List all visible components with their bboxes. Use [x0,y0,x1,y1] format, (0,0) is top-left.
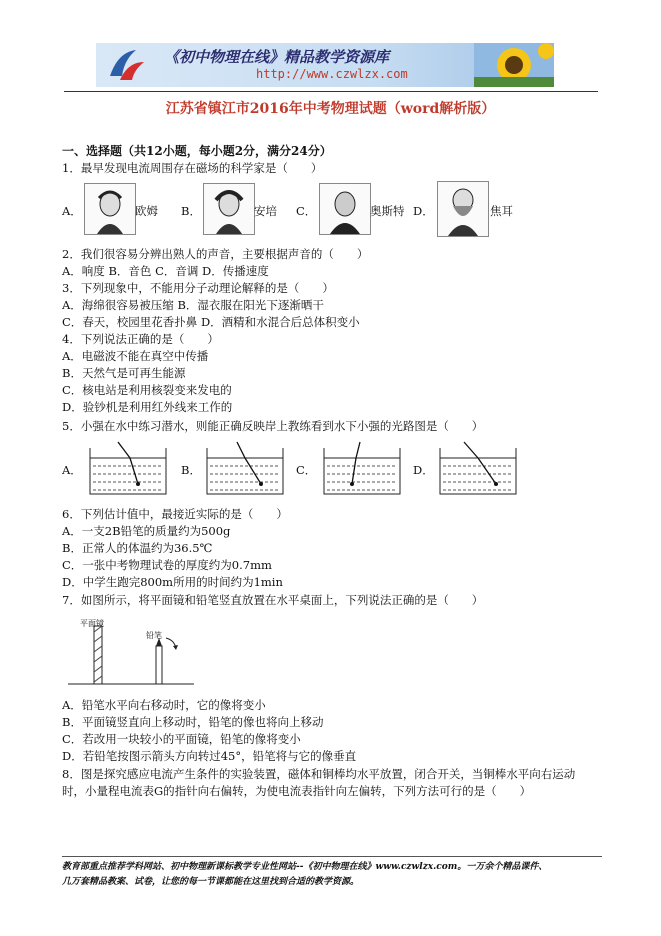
q4-option-a: A．电磁波不能在真空中传播 [62,349,209,363]
header-rule [64,91,598,92]
page-footer [62,860,622,890]
portrait-joule-image [437,181,489,237]
q6-stem: 6．下列估计值中，最接近实际的是（ ） [62,507,288,521]
q1-label-d: D． [413,204,434,218]
banner-url[interactable]: http://www.czwlzx.com [256,67,408,81]
q1-label-b: B． [181,204,201,218]
portrait-ohm-image [84,183,136,235]
portrait-ampere-image [203,183,255,235]
q7-option-a: A．铅笔水平向右移动时，它的像将变小 [62,698,266,712]
q3-options-cd: C．春天，校园里花香扑鼻 D．酒精和水混合后总体积变小 [62,315,360,329]
q8-stem-line2: 时，小量程电流表G的指针向右偏转，为使电流表指针向左偏转，下列方法可行的是（ ） [62,784,532,798]
banner-title: 《初中物理在线》精品教学资源库 [164,48,390,66]
q5-label-b: B． [181,463,201,477]
q1-name-c: 奥斯特 [370,204,405,218]
sunflower-image [474,43,554,87]
q5-diagram-a-image [88,440,168,496]
footer-rule [62,856,602,857]
section-heading: 一、选择题（共12小题，每小题2分，满分24分） [62,144,332,158]
q4-option-b: B．天然气是可再生能源 [62,366,186,380]
q2-stem: 2．我们很容易分辨出熟人的声音，主要根据声音的（ ） [62,247,369,261]
q1-stem: 1．最早发现电流周围存在磁场的科学家是（ ） [62,161,323,175]
q5-label-a: A． [62,463,82,477]
q1-name-b: 安培 [254,204,277,218]
portrait-oersted-image [319,183,371,235]
site-logo-icon [106,46,146,84]
q7-option-d: D．若铅笔按图示箭头方向转过45°，铅笔将与它的像垂直 [62,749,357,763]
page-title: 江苏省镇江市2016年中考物理试题（word解析版） [165,101,496,117]
q8-stem-line1: 8．图是探究感应电流产生条件的实验装置，磁体和铜棒均水平放置，闭合开关，当铜棒水平向右运动 [62,767,576,781]
q5-label-d: D． [413,463,434,477]
q4-option-c: C．核电站是利用核裂变来发电的 [62,383,232,397]
q4-stem: 4．下列说法正确的是（ ） [62,332,219,346]
q7-option-c: C．若改用一块较小的平面镜，铅笔的像将变小 [62,732,301,746]
q6-option-b: B．正常人的体温约为36.5℃ [62,541,213,555]
q7-pencil-label: 铅笔 [146,631,162,640]
q2-options: A．响度 B．音色 C．音调 D．传播速度 [62,264,269,278]
q6-option-d: D．中学生跑完800m所用的时间约为1min [62,575,283,589]
q5-diagram-b-image [205,440,285,496]
q4-option-d: D．验钞机是利用红外线来工作的 [62,400,233,414]
q7-mirror-label: 平面镜 [80,619,104,628]
q7-option-b: B．平面镜竖直向上移动时，铅笔的像也将向上移动 [62,715,324,729]
q5-stem: 5．小强在水中练习潜水，则能正确反映岸上教练看到水下小强的光路图是（ ） [62,419,484,433]
q1-name-d: 焦耳 [490,204,513,218]
q5-label-c: C． [296,463,317,477]
header-banner [96,43,554,87]
footer-line-1: 教育部重点推荐学科网站、初中物理新课标教学专业性网站--《初中物理在线》www.czwlzx.com。一万余个精品课件、 [62,862,548,872]
q1-label-a: A． [62,204,82,218]
q3-stem: 3．下列现象中，不能用分子动理论解释的是（ ） [62,281,334,295]
q6-option-a: A．一支2B铅笔的质量约为500g [62,524,231,538]
q7-stem: 7．如图所示，将平面镜和铅笔竖直放置在水平桌面上，下列说法正确的是（ ） [62,593,484,607]
q1-label-c: C． [296,204,317,218]
q5-diagram-c-image [322,440,402,496]
q5-diagram-d-image [438,440,518,496]
q3-options-ab: A．海绵很容易被压缩 B．湿衣服在阳光下逐渐晒干 [62,298,324,312]
footer-line-2: 几万套精品教案、试卷，让您的每一节课都能在这里找到合适的教学资源。 [62,877,360,887]
q1-name-a: 欧姆 [135,204,158,218]
q6-option-c: C．一张中考物理试卷的厚度约为0.7mm [62,558,272,572]
